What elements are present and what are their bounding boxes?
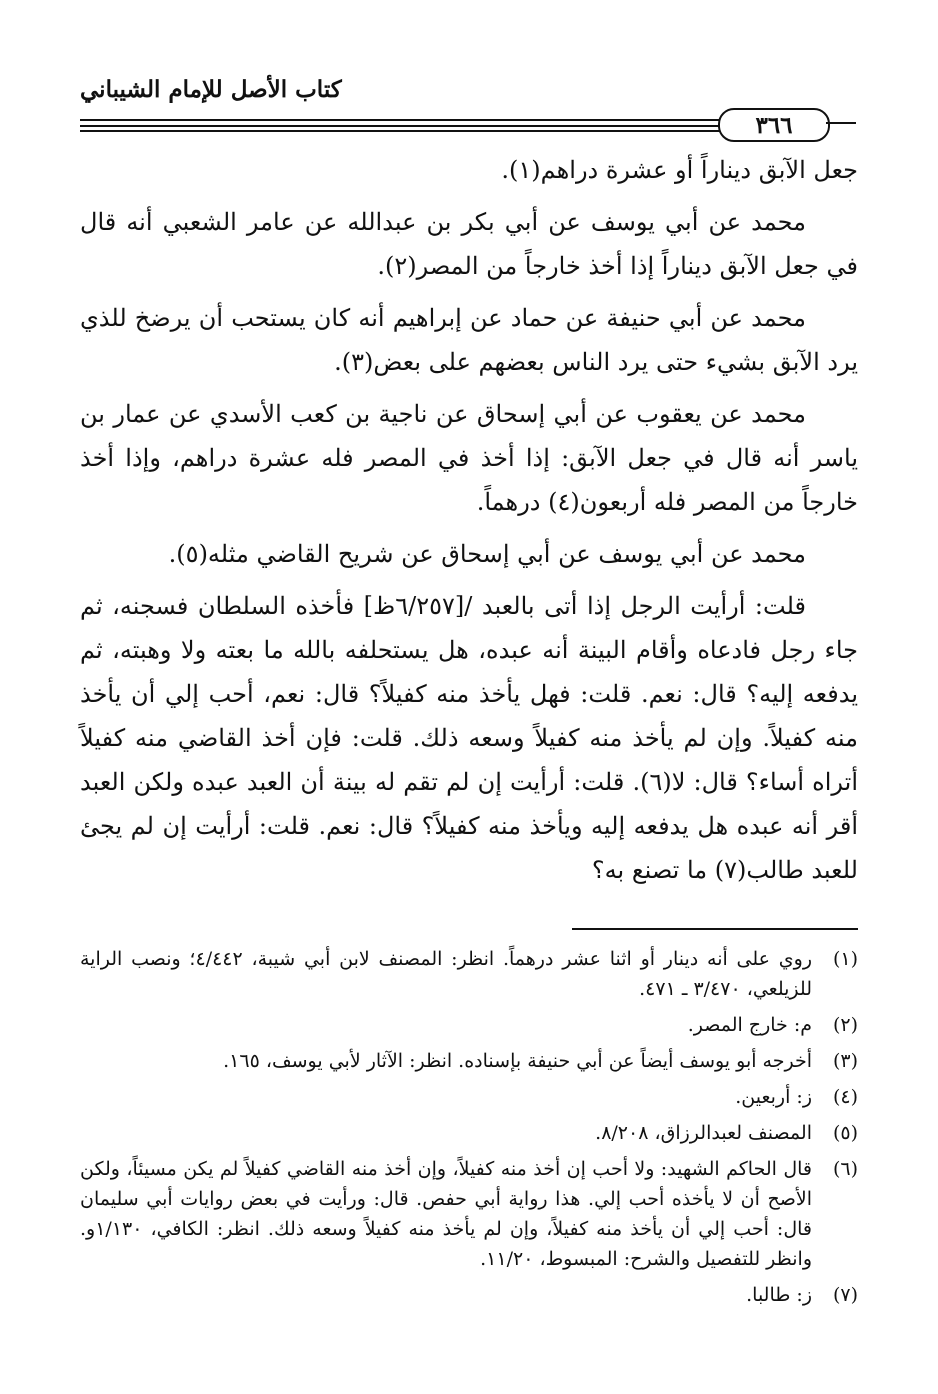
footnote-number: (٧) [832, 1284, 858, 1306]
footnotes [80, 944, 858, 1316]
footnote-text: ز: طالبا. [746, 1284, 812, 1306]
footnote-text: م: خارج المصر. [687, 1014, 812, 1036]
footnote-number: (٥) [832, 1122, 858, 1144]
header-rule [826, 122, 856, 124]
footnote [80, 1046, 858, 1076]
paragraph: قلت: أرأيت الرجل إذا أتى بالعبد /[٦/٢٥٧ظ] فأخذه السلطان فسجنه، ثم جاء رجل فادعاه وأقام البينة أنه عبده، هل يستحلفه بالله ما بعته ولا وهبته، ثم يدفعه إليه؟ قال: نعم. قلت: فهل يأخذ منه كفيلاً؟ قال: نعم، أحب إلي أن يأخذ منه كفيلاً. وإن لم يأخذ منه كفيلاً وسعه ذلك. قلت: فإن أخذ القاضي منه كفيلاً أتراه أساء؟ قال: لا(٦). قلت: أرأيت إن لم تقم له بينة أن العبد عبده ولكن العبد أقر أنه عبده هل يدفعه إليه ويأخذ منه كفيلاً؟ قال: نعم. قلت: أرأيت إن لم يجئ للعبد طالب(٧) ما تصنع به؟ [80, 592, 858, 884]
paragraph: محمد عن يعقوب عن أبي إسحاق عن ناجية بن كعب الأسدي عن عمار بن ياسر أنه قال في جعل الآبق: إذا أخذ في المصر فله عشرة دراهم، وإذا أخذ خارجاً من المصر فله أربعون(٤) درهماً. [80, 400, 858, 516]
running-header-title: كتاب الأصل للإمام الشيباني [80, 76, 342, 103]
header-rule [80, 130, 720, 132]
main-text [80, 148, 858, 892]
footnote-number: (٢) [832, 1014, 858, 1036]
footnote [80, 1118, 858, 1148]
footnote-number: (٤) [832, 1086, 858, 1108]
footnote-text: ز: أربعين. [735, 1086, 812, 1108]
paragraph: محمد عن أبي يوسف عن أبي إسحاق عن شريح القاضي مثله(٥). [168, 540, 806, 568]
paragraph: محمد عن أبي يوسف عن أبي بكر بن عبدالله عن عامر الشعبي أنه قال في جعل الآبق ديناراً إذا أخذ خارجاً من المصر(٢). [80, 208, 858, 280]
footnote [80, 1280, 858, 1310]
footnote-text: قال الحاكم الشهيد: ولا أحب إن أخذ منه كفيلاً، وإن أخذ منه القاضي كفيلاً لم يكن مسيئاً، ولكن الأصح أن لا يأخذه أحب إلي. هذا رواية أبي حفص. قال: ورأيت في بعض روايات أبي سليمان قال: أحب إلي أن يأخذ منه كفيلاً، وإن لم يأخذ منه كفيلاً وسعه ذلك. انظر: الكافي، ١/١٣٠و. وانظر للتفصيل والشرح: المبسوط، ١١/٢٠. [80, 1158, 812, 1270]
header-rule [80, 119, 720, 121]
footnote-number: (١) [832, 948, 858, 970]
footnote-separator [572, 928, 858, 930]
footnote-number: (٦) [832, 1158, 858, 1180]
footnote-number: (٣) [832, 1050, 858, 1072]
footnote-text: المصنف لعبدالرزاق، ٨/٢٠٨. [595, 1122, 812, 1144]
paragraph: محمد عن أبي حنيفة عن حماد عن إبراهيم أنه كان يستحب أن يرضخ للذي يرد الآبق بشيء حتى يرد الناس بعضهم على بعض(٣). [80, 304, 858, 376]
footnote [80, 1154, 858, 1274]
page-number: ٣٦٦ [755, 111, 793, 139]
footnote [80, 1082, 858, 1112]
header-rule [80, 125, 720, 127]
footnote-text: روي على أنه دينار أو اثنا عشر درهماً. انظر: المصنف لابن أبي شيبة، ٤/٤٤٢؛ ونصب الراية للزيلعي، ٣/٤٧٠ ـ ٤٧١. [80, 948, 812, 1000]
page-number-badge [718, 108, 830, 142]
footnote [80, 944, 858, 1004]
paragraph: جعل الآبق ديناراً أو عشرة دراهم(١). [501, 156, 858, 184]
footnote-text: أخرجه أبو يوسف أيضاً عن أبي حنيفة بإسناده. انظر: الآثار لأبي يوسف، ١٦٥. [223, 1050, 812, 1072]
footnote [80, 1010, 858, 1040]
